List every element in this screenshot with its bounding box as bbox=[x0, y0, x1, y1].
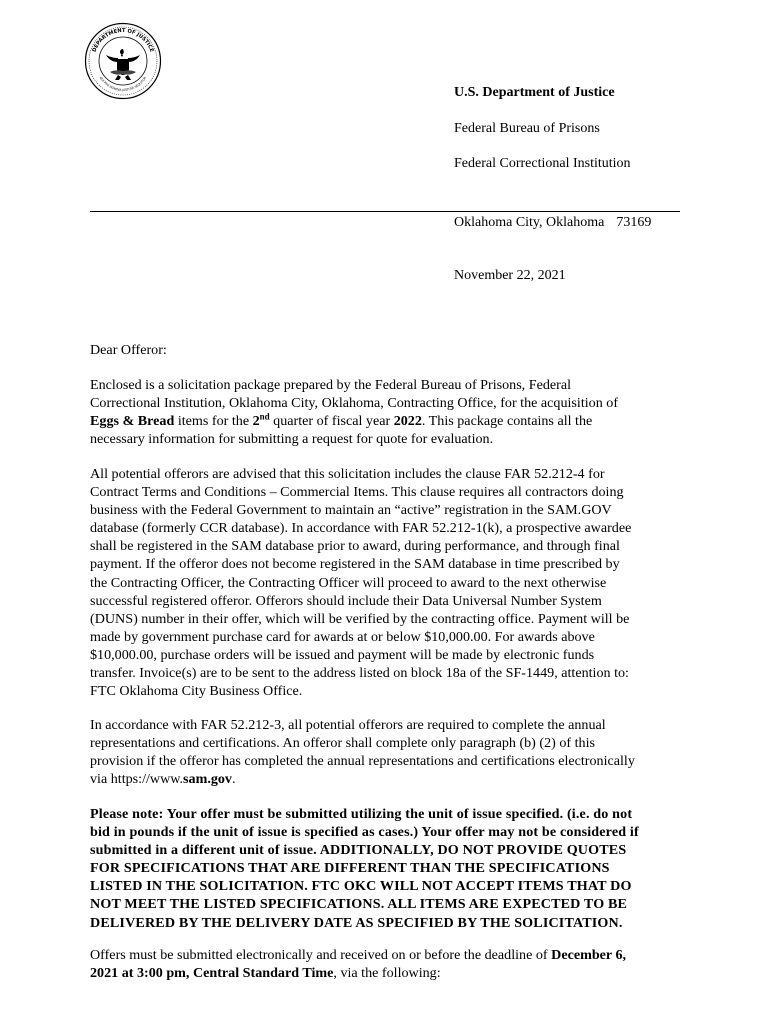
quarter-number: 2 bbox=[252, 413, 260, 430]
paragraph-line: successful registered offeror. Offerors should include their Data Universal Number System bbox=[90, 592, 602, 609]
paragraph-line: via https://www.sam.gov. bbox=[90, 771, 236, 788]
notice-line: submitted in a different unit of issue. ADDITIONALLY, DO NOT PROVIDE QUOTES bbox=[90, 842, 627, 859]
paragraph-line: representations and certifications. An offeror shall complete only paragraph (b) (2) of this bbox=[90, 735, 595, 752]
paragraph-line: the Contracting Officer, the Contracting Officer will proceed to award to the next otherwise bbox=[90, 574, 607, 591]
bureau-name: Federal Bureau of Prisons bbox=[454, 121, 600, 136]
paragraph-line: Enclosed is a solicitation package prepared by the Federal Bureau of Prisons, Federal bbox=[90, 377, 571, 393]
paragraph-line: necessary information for submitting a request for quote for evaluation. bbox=[90, 431, 494, 448]
paragraph-line: database (formerly CCR database). In accordance with FAR 52.212-1(k), a prospective awardee bbox=[90, 520, 632, 537]
city-state: Oklahoma City, Oklahoma bbox=[454, 215, 605, 230]
notice-line: bid in pounds if the unit of issue is specified as cases.) Your offer may not be considered if bbox=[90, 824, 639, 841]
paragraph-line: FTC Oklahoma City Business Office. bbox=[90, 683, 303, 700]
notice-line: FOR SPECIFICATIONS THAT ARE DIFFERENT THAN THE SPECIFICATIONS bbox=[90, 860, 610, 877]
paragraph-line: $10,000.00, purchase orders will be issued and payment will be made by electronic funds bbox=[90, 646, 595, 663]
deadline-date: December 6, bbox=[551, 947, 627, 963]
intro-paragraph bbox=[90, 376, 690, 448]
deadline-time: 2021 at 3:00 pm, Central Standard Time bbox=[90, 965, 334, 982]
submission-deadline-paragraph bbox=[90, 946, 690, 982]
paragraph-line: shall be registered in the SAM database prior to award, during performance, and through final bbox=[90, 538, 620, 555]
paragraph-line: Offers must be submitted electronically and received on or before the deadline of December 6, bbox=[90, 947, 627, 963]
paragraph-line: In accordance with FAR 52.212-3, all potential offerors are required to complete the annual bbox=[90, 717, 606, 733]
seal-motto: QUI PRO DOMINA JUSTITIA SEQUITUR bbox=[98, 76, 148, 93]
notice-line: LISTED IN THE SOLICITATION. FTC OKC WILL NOT ACCEPT ITEMS THAT DO bbox=[90, 878, 632, 895]
salutation: Dear Offeror: bbox=[90, 342, 167, 358]
representations-paragraph bbox=[90, 716, 690, 788]
seal-text: DEPARTMENT OF JUSTICE bbox=[91, 27, 155, 54]
address-line bbox=[454, 214, 651, 231]
paragraph-line: Contract Terms and Conditions – Commercial Items. This clause requires all contractors doing bbox=[90, 484, 624, 501]
institution-name: Federal Correctional Institution bbox=[454, 156, 631, 171]
notice-line: Please note: Your offer must be submitted utilizing the unit of issue specified. (i.e. do not bbox=[90, 806, 633, 822]
zip-code: 73169 bbox=[616, 215, 652, 230]
letter-date: November 22, 2021 bbox=[454, 268, 566, 283]
unit-of-issue-notice bbox=[90, 805, 690, 932]
paragraph-line: (DUNS) number in their offer, which will be verified by the contracting office. Payment will be bbox=[90, 610, 630, 627]
sam-gov-link[interactable]: sam.gov bbox=[183, 771, 232, 788]
paragraph-line: Correctional Institution, Oklahoma City, Oklahoma, Contracting Office, for the acquisition of bbox=[90, 395, 619, 412]
fiscal-year: 2022 bbox=[393, 413, 422, 430]
paragraph-line: made by government purchase card for awards at or below $10,000.00. For awards above bbox=[90, 628, 595, 645]
notice-line: NOT MEET THE LISTED SPECIFICATIONS. ALL ITEMS ARE EXPECTED TO BE bbox=[90, 896, 628, 913]
paragraph-line: 2021 at 3:00 pm, Central Standard Time, via the following: bbox=[90, 965, 441, 982]
notice-line: DELIVERED BY THE DELIVERY DATE AS SPECIFIED BY THE SOLICITATION. bbox=[90, 914, 623, 931]
doj-seal bbox=[84, 22, 162, 100]
items-name: Eggs & Bread bbox=[90, 413, 175, 430]
paragraph-line: provision if the offeror has completed the annual representations and certifications electronically bbox=[90, 753, 635, 770]
sam-registration-paragraph bbox=[90, 465, 690, 700]
paragraph-line: All potential offerors are advised that this solicitation includes the clause FAR 52.212-4 for bbox=[90, 466, 605, 482]
paragraph-line: transfer. Invoice(s) are to be sent to the address listed on block 18a of the SF-1449, attention to: bbox=[90, 665, 629, 682]
paragraph-line: Eggs & Bread items for the 2nd quarter of fiscal year 2022. This package contains all the bbox=[90, 411, 593, 430]
paragraph-line: payment. If the offeror does not become registered in the SAM database in time prescribed by bbox=[90, 556, 620, 573]
paragraph-line: business with the Federal Government to maintain an “active” registration in the SAM.GOV bbox=[90, 502, 612, 519]
letterhead-divider bbox=[90, 211, 680, 212]
department-name: U.S. Department of Justice bbox=[454, 85, 615, 100]
quarter-suffix: nd bbox=[259, 411, 270, 422]
